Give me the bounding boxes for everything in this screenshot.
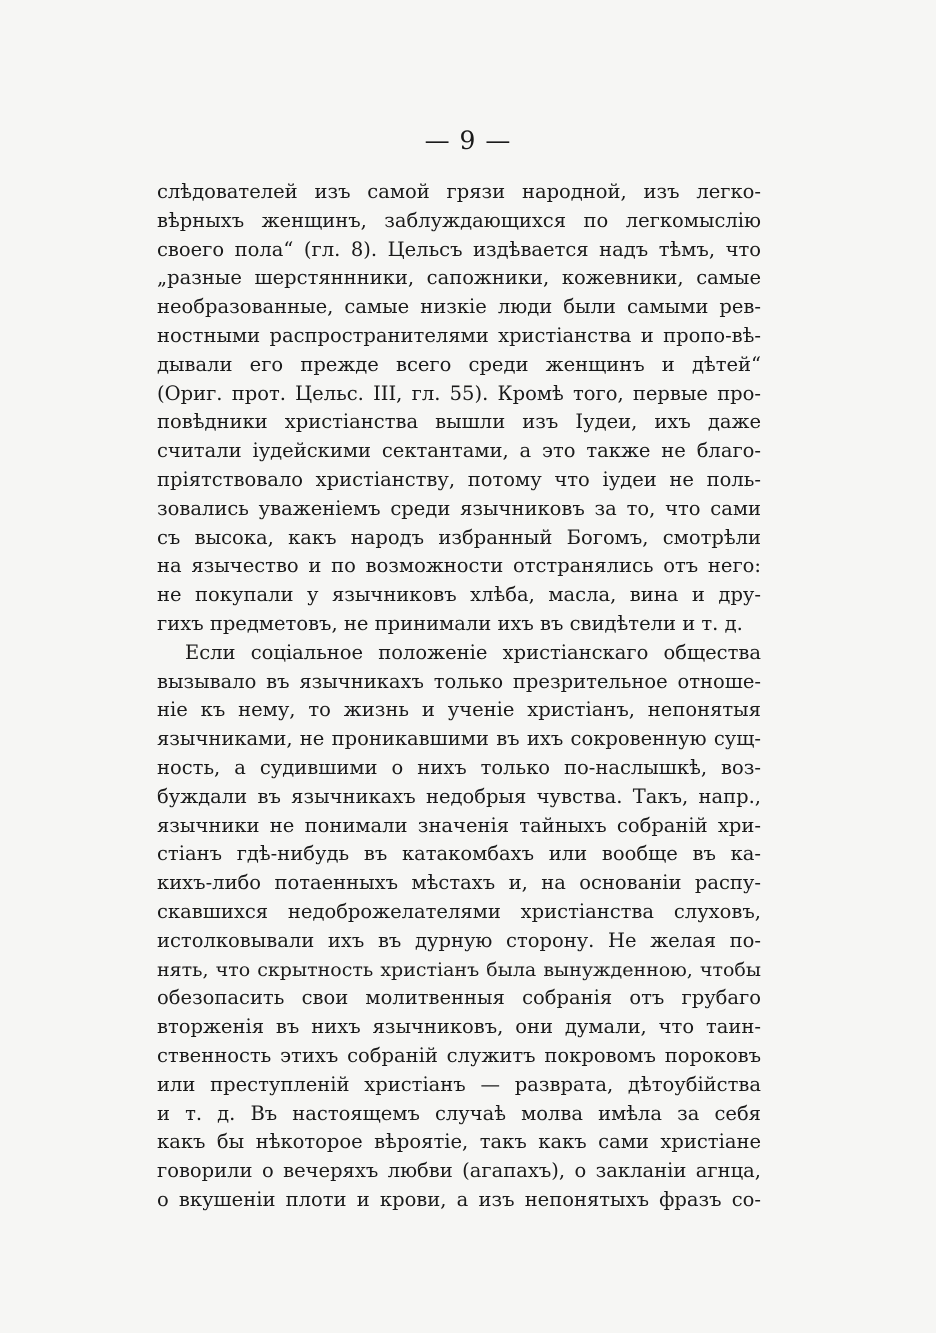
text-line: говорили о вечеряхъ любви (агапахъ), о закланіи агнца, xyxy=(157,1159,761,1183)
text-line: (Ориг. прот. Цельс. III, гл. 55). Кромѣ того, первые про- xyxy=(157,381,761,405)
text-line: повѣдники христіанства вышли изъ Іудеи, ихъ даже xyxy=(157,410,761,434)
text-line: ніе къ нему, то жизнь и ученіе христіанъ, непонятыя xyxy=(157,698,761,722)
text-line: язычниками, не проникавшими въ ихъ сокровенную сущ- xyxy=(157,727,761,751)
text-line: ностными распространителями христіанства и пропо-вѣ- xyxy=(157,323,761,347)
text-line: зовались уваженіемъ среди язычниковъ за то, что сами xyxy=(157,496,761,520)
text-line: гихъ предметовъ, не принимали ихъ въ свидѣтели и т. д. xyxy=(157,611,743,635)
text-line: и т. д. Въ настоящемъ случаѣ молва имѣла за себя xyxy=(157,1101,761,1125)
text-line: обезопасить свои молитвенныя собранія отъ грубаго xyxy=(157,986,761,1010)
text-line: нять, что скрытность христіанъ была вынужденною, чтобы xyxy=(157,958,761,981)
text-line: или преступленій христіанъ — разврата, дѣтоубійства xyxy=(157,1072,761,1096)
text-line: не покупали у язычниковъ хлѣба, масла, вина и дру- xyxy=(157,583,761,607)
text-line: какъ бы нѣкоторое вѣроятіе, такъ какъ сами христіане xyxy=(157,1130,761,1154)
text-line: истолковывали ихъ въ дурную сторону. Не желая по- xyxy=(157,928,761,952)
text-line: буждали въ язычникахъ недобрыя чувства. Такъ, напр., xyxy=(157,784,761,808)
text-line: слѣдователей изъ самой грязи народной, изъ легко- xyxy=(157,180,761,203)
text-line: ность, а судившими о нихъ только по-наслышкѣ, воз- xyxy=(157,755,761,779)
text-line: скавшихся недоброжелателями христіанства слуховъ, xyxy=(157,899,761,923)
text-line: вызывало въ язычникахъ только презрительное отноше- xyxy=(157,669,761,693)
text-line: пріятствовало христіанству, потому что іудеи не поль- xyxy=(157,467,761,491)
text-line: стіанъ гдѣ-нибудь въ катакомбахъ или вообще въ ка- xyxy=(157,842,761,866)
text-line: вѣрныхъ женщинъ, заблуждающихся по легкомыслію xyxy=(157,208,761,232)
text-line: своего пола“ (гл. 8). Цельсъ издѣвается надъ тѣмъ, что xyxy=(157,237,761,261)
text-line: считали іудейскими сектантами, а это также не благо- xyxy=(157,439,761,463)
text-line: о вкушеніи плоти и крови, а изъ непонятыхъ фразъ со- xyxy=(157,1187,761,1211)
body-text xyxy=(157,178,761,1215)
text-line: „разные шерстяннники, сапожники, кожевники, самые xyxy=(157,266,761,290)
paragraph-first-line: Если соціальное положеніе христіанскаго общества xyxy=(185,640,761,664)
text-line: язычники не понимали значенія тайныхъ собраній хри- xyxy=(157,813,761,837)
text-line: на язычество и по возможности отстранялись отъ него: xyxy=(157,554,761,578)
text-line: дывали его прежде всего среди женщинъ и дѣтей“ xyxy=(157,352,761,376)
text-line: ственность этихъ собраній служитъ покровомъ пороковъ xyxy=(157,1043,761,1067)
text-line: вторженія въ нихъ язычниковъ, они думали, что таин- xyxy=(157,1015,761,1039)
text-line: кихъ-либо потаенныхъ мѣстахъ и, на основаніи распу- xyxy=(157,871,761,895)
text-line: съ высока, какъ народъ избранный Богомъ, смотрѣли xyxy=(157,525,761,549)
page-number: — 9 — xyxy=(424,126,512,155)
text-line: необразованные, самые низкіе люди были самыми рев- xyxy=(157,295,761,319)
